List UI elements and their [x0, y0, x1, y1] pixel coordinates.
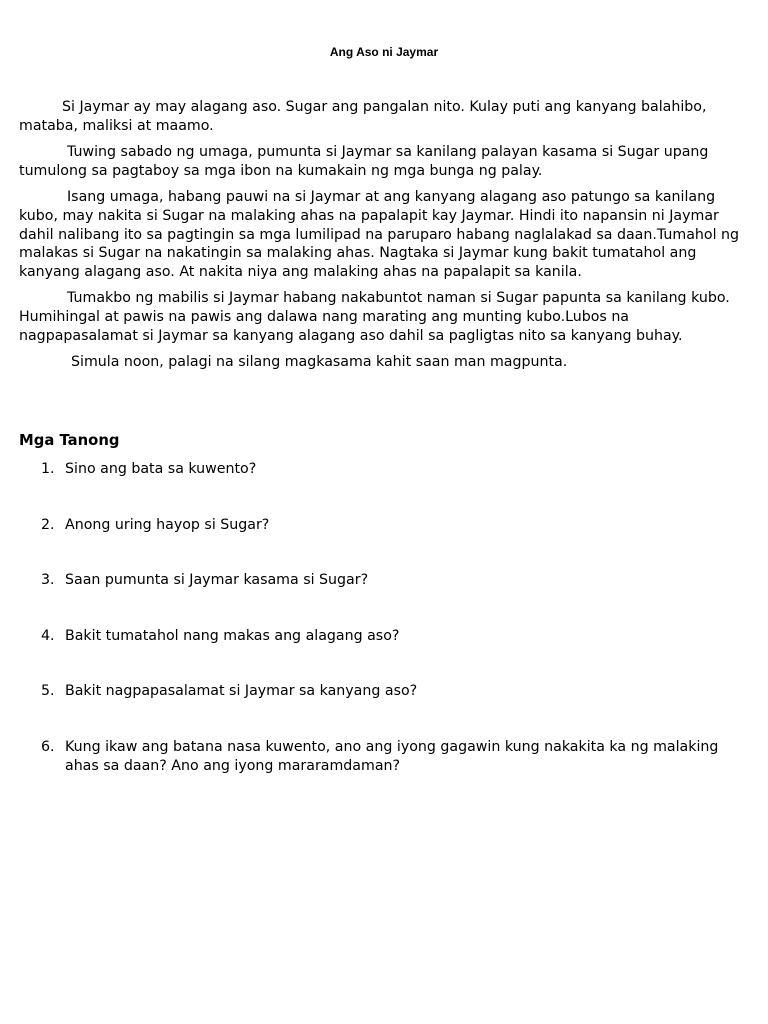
question-text: Bakit nagpapasalamat si Jaymar sa kanyang aso? — [65, 683, 418, 700]
question-item — [19, 682, 749, 701]
question-text: Saan pumunta si Jaymar kasama si Sugar? — [65, 572, 369, 589]
story-body — [19, 98, 749, 380]
question-number: 6. — [41, 738, 55, 755]
question-number: 1. — [41, 461, 55, 477]
questions-heading: Mga Tanong — [19, 432, 120, 449]
story-paragraph: Tumakbo ng mabilis si Jaymar habang nakabuntot naman si Sugar papunta sa kanilang kubo. Humihingal at pawis na pawis ang dalawa nang marating ang munting kubo.Lubos na nagpapasalamat si Jaymar sa kanyang alagang aso dahil sa pagligtas nito sa kanyang buhay. — [19, 290, 730, 344]
story-paragraph: Simula noon, palagi na silang magkasama kahit saan man magpunta. — [71, 354, 568, 371]
question-number: 4. — [41, 627, 55, 644]
question-number: 3. — [41, 572, 55, 589]
story-paragraph: Isang umaga, habang pauwi na si Jaymar at ang kanyang alagang aso patungo sa kanilang kubo, may nakita si Sugar na malaking ahas na papalapit kay Jaymar. Hindi ito napansin ni Jaymar dahil nalibang ito sa pagtingin sa mga lumilipad na paruparo habang naglalakad sa daan.Tumahol ng malakas si Sugar na nakatingin sa malaking ahas. Nagtaka si Jaymar kung bakit tumatahol ang kanyang alagang aso. At nakita niya ang malaking ahas na papalapit sa kanila. — [19, 189, 740, 280]
question-item — [19, 460, 749, 479]
question-text: Anong uring hayop si Sugar? — [65, 516, 270, 533]
question-number: 5. — [41, 683, 55, 700]
story-paragraph: Si Jaymar ay may alagang aso. Sugar ang pangalan nito. Kulay puti ang kanyang balahibo, mataba, maliksi at maamo. — [19, 99, 707, 134]
document-title: Ang Aso ni Jaymar — [329, 45, 439, 59]
question-item — [19, 516, 749, 535]
question-text: Kung ikaw ang batana nasa kuwento, ano ang iyong gagawin kung nakakita ka ng malaking ahas sa daan? Ano ang iyong mararamdaman? — [65, 738, 719, 774]
question-number: 2. — [41, 516, 55, 533]
questions-list — [19, 460, 749, 812]
question-item — [19, 627, 749, 646]
question-item — [19, 571, 749, 590]
story-paragraph: Tuwing sabado ng umaga, pumunta si Jaymar sa kanilang palayan kasama si Sugar upang tumulong sa pagtaboy sa mga ibon na kumakain ng mga bunga ng palay. — [19, 144, 709, 179]
question-text: Sino ang bata sa kuwento? — [65, 461, 257, 477]
question-text: Bakit tumatahol nang makas ang alagang aso? — [65, 627, 400, 644]
question-item — [19, 738, 749, 775]
